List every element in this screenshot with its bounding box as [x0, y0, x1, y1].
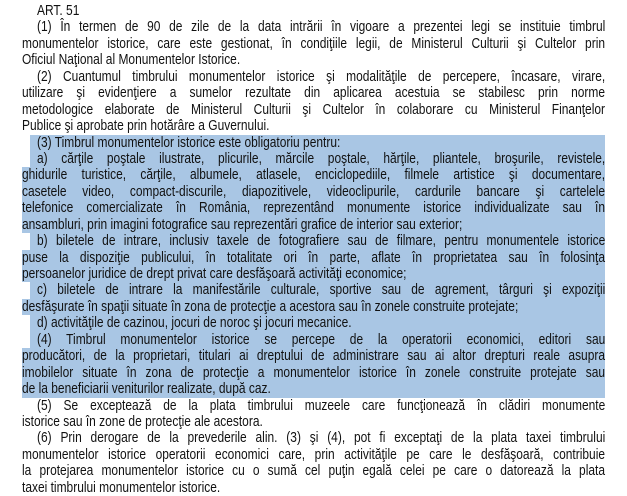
line-text: (5) Se exceptează de la plata timbrului muzeele care funcţionează în clădiri monumente — [37, 397, 606, 414]
text-line[interactable] — [22, 118, 605, 134]
paragraph — [22, 69, 605, 135]
text-line[interactable] — [30, 282, 605, 298]
text-line[interactable] — [22, 85, 605, 101]
paragraph — [22, 430, 605, 496]
text-line[interactable] — [22, 250, 605, 266]
text-line[interactable] — [22, 184, 605, 200]
text-line[interactable] — [22, 398, 605, 414]
highlighted-paragraph — [22, 151, 605, 233]
line-text: (3) Timbrul monumentelor istorice este obligatoriu pentru: — [37, 134, 341, 151]
text-line[interactable] — [22, 414, 605, 430]
text-line[interactable] — [22, 36, 605, 52]
text-line[interactable] — [30, 315, 605, 331]
paragraph — [22, 19, 605, 68]
line-text: (4) Timbrul monumentelor istorice se percepe de la operatorii economici, editori sau — [37, 331, 606, 348]
text-line[interactable] — [22, 480, 605, 496]
line-text: producători, de la proprietari, titulari ai dreptului de administrare sau ai altor drepturi reale asupra — [22, 348, 606, 365]
line-text: taxei timbrului monumentelor istorice. — [22, 479, 221, 496]
line-text: telefonice comercializate în România, reprezentând monumente istorice individualizate sau în — [22, 200, 606, 217]
highlighted-paragraph — [22, 282, 605, 315]
article-title: ART. 51 — [37, 3, 80, 19]
text-line[interactable] — [22, 299, 605, 315]
line-text: metodologice elaborate de Ministerul Culturii şi Cultelor în colaborare cu Ministerul Finanţelor — [22, 101, 606, 118]
highlighted-paragraph — [22, 315, 605, 331]
line-text: imobilelor situate în zona de protecţie a monumentelor istorice în zonele construite protejate sau — [22, 364, 606, 381]
line-text: puse la dispoziţie publicului, în totalitate ori în parte, aflate în proprietatea sau în folosinţa — [22, 249, 606, 266]
text-line[interactable] — [22, 365, 605, 381]
line-text: (6) Prin derogare de la prevederile alin. (3) şi (4), pot fi exceptaţi de la plata taxei timbrului — [37, 430, 606, 447]
highlighted-paragraph — [22, 135, 605, 151]
line-text: monumentelor istorice, care este gestionat, în condiţiile legii, de Ministerul Culturii şi Cultelor prin — [22, 35, 606, 52]
text-line[interactable] — [22, 381, 605, 397]
text-line[interactable] — [22, 69, 605, 85]
text-line[interactable] — [30, 151, 605, 167]
text-line[interactable] — [22, 447, 605, 463]
text-line[interactable] — [22, 266, 605, 282]
line-text: istorice sau în zone de protecţie ale acestora. — [22, 413, 263, 430]
line-text: Oficiul Naţional al Monumentelor Istorice. — [22, 52, 241, 69]
text-line[interactable] — [22, 348, 605, 364]
text-line[interactable] — [22, 19, 605, 35]
law-document — [22, 3, 605, 496]
line-text: ansambluri, prin imagini fotografice sau reprezentări grafice de interior sau exterior; — [22, 216, 463, 233]
line-text: persoanelor juridice de drept privat care desfăşoară activităţi economice; — [22, 266, 407, 282]
text-line[interactable] — [30, 233, 605, 249]
line-text: a) cărţile poştale ilustrate, plicurile, mărcile poştale, hărţile, pliantele, broşurile, revistele, — [37, 150, 606, 167]
line-text: b) biletele de intrare, inclusiv taxele de fotografiere sau de filmare, pentru monumentele istorice — [37, 233, 606, 250]
line-text: ghidurile turistice, cărţile, albumele, atlasele, enciclopediile, filmele artistice şi documentare, — [22, 167, 606, 184]
line-text: (1) În termen de 90 de zile de la data intrării în vigoare a prezentei legi se instituie timbrul — [37, 19, 606, 36]
text-line[interactable] — [22, 52, 605, 68]
line-text: casetele video, compact-discurile, diapozitivele, videoclipurile, cardurile bancare şi cartelele — [22, 183, 606, 200]
text-line[interactable] — [30, 332, 605, 348]
highlighted-paragraph — [22, 332, 605, 398]
text-line[interactable] — [22, 102, 605, 118]
line-text: desfăşurate în spaţii situate în zona de protecţie a acestora sau în zonele construite protejate; — [22, 298, 519, 315]
line-text: (2) Cuantumul timbrului monumentelor istorice şi modalităţile de percepere, încasare, virare, — [37, 68, 606, 85]
text-line[interactable] — [30, 135, 605, 151]
line-text: Publice şi aprobate prin hotărâre a Guvernului. — [22, 118, 270, 135]
text-line[interactable] — [22, 430, 605, 446]
text-line[interactable] — [22, 463, 605, 479]
line-text: monumentelor istorice operatorii economici care, prin activităţile pe care le desfăşoară, contribuie — [22, 446, 606, 463]
highlighted-paragraph — [22, 233, 605, 282]
line-text: de la beneficiarii veniturilor realizate, după caz. — [22, 381, 271, 398]
paragraph — [22, 398, 605, 431]
text-line[interactable] — [22, 200, 605, 216]
line-text: utilizare şi evidenţiere a sumelor rezultate din aplicarea acestuia se stabilesc prin norme — [22, 85, 606, 102]
line-text: la protejarea monumentelor istorice cu o sumă cel puţin egală celei pe care o datorează la plata — [22, 463, 606, 480]
text-line[interactable] — [22, 217, 605, 233]
line-text: c) biletele de intrare la manifestările culturale, sportive sau de agrement, târguri şi expoziţii — [37, 282, 606, 299]
text-line[interactable] — [22, 167, 605, 183]
line-text: d) activităţile de cazinou, jocuri de noroc şi jocuri mecanice. — [37, 315, 352, 332]
